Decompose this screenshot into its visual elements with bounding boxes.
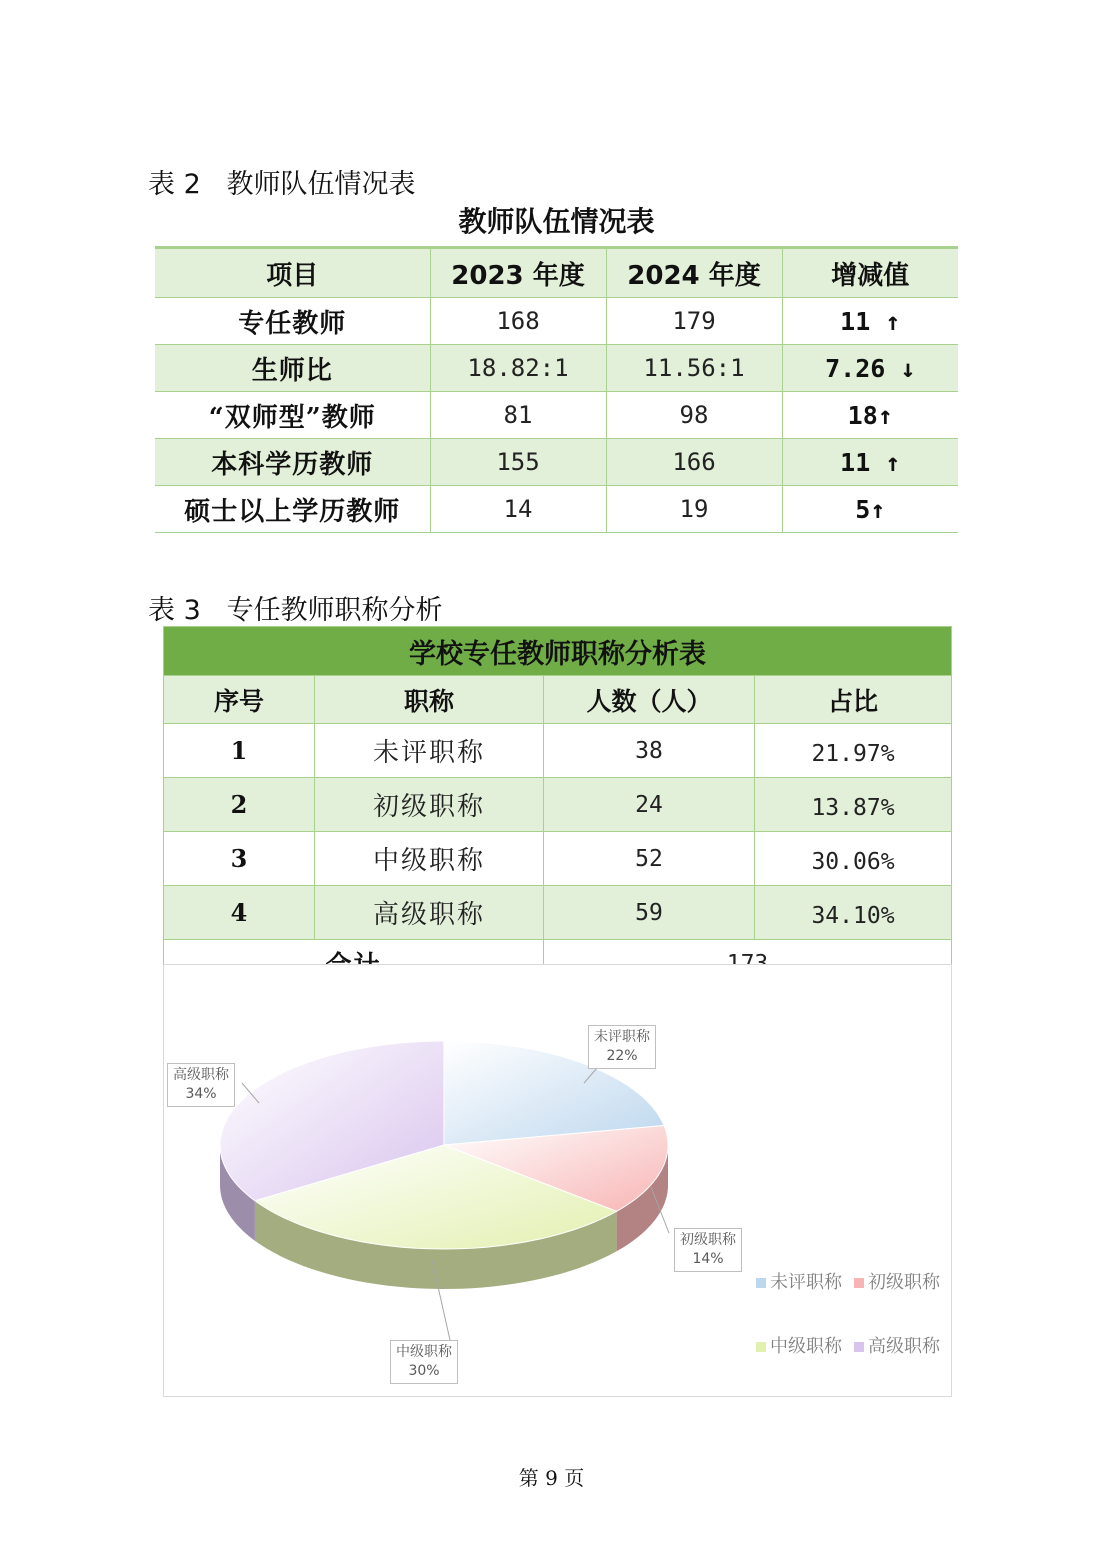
value-2023: 14 <box>430 486 606 533</box>
table-title-row <box>164 627 952 676</box>
data-label-senior: 高级职称 34% <box>167 1063 235 1107</box>
value-2024: 166 <box>606 439 782 486</box>
value-2023: 155 <box>430 439 606 486</box>
value-2024: 19 <box>606 486 782 533</box>
row-label: “双师型”教师 <box>155 392 430 439</box>
title-name: 初级职称 <box>315 778 544 832</box>
table-row <box>164 724 952 778</box>
row-label: 生师比 <box>155 345 430 392</box>
row-label: 硕士以上学历教师 <box>155 486 430 533</box>
title-share: 30.06% <box>755 832 952 886</box>
row-number: 1 <box>164 724 315 778</box>
change-value: 18↑ <box>782 392 958 439</box>
title-analysis-table <box>163 626 952 988</box>
legend-item-unrated: 未评职称 <box>756 1268 842 1294</box>
header-cell: 职称 <box>315 676 544 724</box>
title-share: 21.97% <box>755 724 952 778</box>
row-number: 4 <box>164 886 315 940</box>
table3-caption: 表 3 专任教师职称分析 <box>148 595 443 626</box>
header-cell: 增减值 <box>782 248 958 298</box>
teacher-team-table <box>155 246 958 533</box>
data-label-intermediate: 中级职称 30% <box>390 1340 458 1384</box>
change-value: 11 ↑ <box>782 298 958 345</box>
change-value: 5↑ <box>782 486 958 533</box>
legend-swatch <box>854 1342 864 1352</box>
header-cell: 序号 <box>164 676 315 724</box>
change-value: 7.26 ↓ <box>782 345 958 392</box>
header-cell: 占比 <box>755 676 952 724</box>
data-label-unrated: 未评职称 22% <box>588 1025 656 1069</box>
title-name: 未评职称 <box>315 724 544 778</box>
table-row <box>164 832 952 886</box>
change-value: 11 ↑ <box>782 439 958 486</box>
table-row <box>155 392 958 439</box>
legend-swatch <box>756 1342 766 1352</box>
table2-title: 教师队伍情况表 <box>458 205 655 238</box>
title-share: 13.87% <box>755 778 952 832</box>
table-row <box>164 886 952 940</box>
table-row <box>155 298 958 345</box>
legend-item-intermediate: 中级职称 <box>756 1332 842 1358</box>
row-label: 本科学历教师 <box>155 439 430 486</box>
title-count: 38 <box>544 724 755 778</box>
value-2024: 179 <box>606 298 782 345</box>
legend-swatch <box>854 1278 864 1288</box>
data-label-junior: 初级职称 14% <box>674 1228 742 1272</box>
table-row <box>155 345 958 392</box>
legend-item-senior: 高级职称 <box>854 1332 940 1358</box>
title-name: 高级职称 <box>315 886 544 940</box>
row-number: 2 <box>164 778 315 832</box>
value-2024: 11.56:1 <box>606 345 782 392</box>
title-count: 24 <box>544 778 755 832</box>
table2-caption: 表 2 教师队伍情况表 <box>148 169 416 200</box>
title-name: 中级职称 <box>315 832 544 886</box>
title-pie-chart <box>163 964 952 1397</box>
row-number: 3 <box>164 832 315 886</box>
value-2023: 18.82:1 <box>430 345 606 392</box>
header-cell: 2023 年度 <box>430 248 606 298</box>
page-number: 第 9 页 <box>518 1466 585 1490</box>
header-cell: 人数（人） <box>544 676 755 724</box>
table3-title: 学校专任教师职称分析表 <box>164 627 952 676</box>
table-row <box>155 486 958 533</box>
title-share: 34.10% <box>755 886 952 940</box>
value-2023: 81 <box>430 392 606 439</box>
value-2024: 98 <box>606 392 782 439</box>
value-2023: 168 <box>430 298 606 345</box>
header-cell: 项目 <box>155 248 430 298</box>
header-cell: 2024 年度 <box>606 248 782 298</box>
table-header-row <box>164 676 952 724</box>
title-count: 52 <box>544 832 755 886</box>
table-header-row <box>155 248 958 298</box>
table-row <box>164 778 952 832</box>
table-row <box>155 439 958 486</box>
legend-item-junior: 初级职称 <box>854 1268 940 1294</box>
legend-swatch <box>756 1278 766 1288</box>
row-label: 专任教师 <box>155 298 430 345</box>
title-count: 59 <box>544 886 755 940</box>
